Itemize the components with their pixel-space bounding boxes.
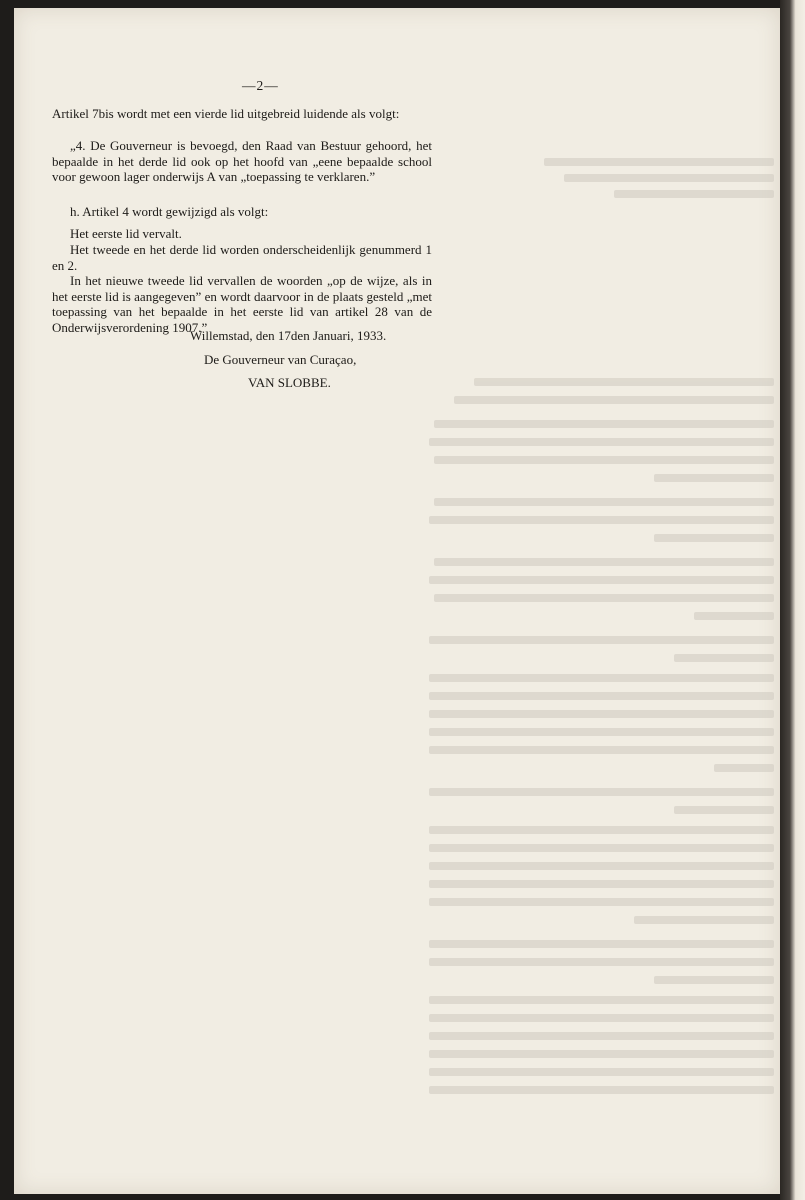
paragraph: Het eerste lid vervalt. xyxy=(70,226,182,241)
binding-spine xyxy=(780,0,805,1200)
paragraph: In het nieuwe tweede lid vervallen de woorden „op de wijze, als in het eerste lid is aangegeven” en wordt daarvoor in de plaats gesteld „met toepassing van het bepaalde in het eerste lid van artikel 28 van de Onderwijsverordening 1907.” xyxy=(52,273,432,335)
paragraph: „4. De Gouverneur is bevoegd, den Raad van Bestuur gehoord, het bepaalde in het derde lid ook op het hoofd van „eene bepaalde school voor gewoon lager onderwijs A van „toepassing te verklaren.” xyxy=(52,138,432,185)
paragraph: Het tweede en het derde lid worden onderscheidenlijk genummerd 1 en 2. xyxy=(52,242,432,273)
paragraph: Artikel 7bis wordt met een vierde lid uitgebreid luidende als volgt: xyxy=(52,106,400,121)
page-number: —2— xyxy=(242,78,279,93)
signatory-name: VAN SLOBBE. xyxy=(248,375,331,390)
place-date: Willemstad, den 17den Januari, 1933. xyxy=(190,328,387,343)
paragraph: h. Artikel 4 wordt gewijzigd als volgt: xyxy=(70,204,269,219)
document-page xyxy=(14,8,780,1194)
signatory-title: De Gouverneur van Curaçao, xyxy=(204,352,357,367)
